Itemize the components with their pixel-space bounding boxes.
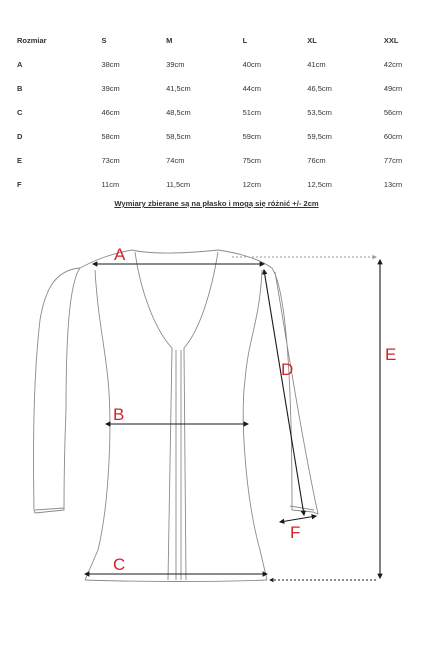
table-cell: 46cm [101,107,120,117]
table-cell: 48,5cm [166,107,191,117]
arrow-f [280,516,316,522]
table-cell: 51cm [242,107,261,117]
table-row [0,52,433,76]
cardigan-diagram [0,230,433,650]
row-label: E [17,155,23,165]
measurement-arrows [85,260,380,578]
guide-lines [232,257,376,580]
garment-outline [34,250,318,582]
table-cell: 59,5cm [307,131,332,141]
table-cell: 41,5cm [166,83,191,93]
header-m: M [166,35,173,45]
table-cell: 59cm [242,131,261,141]
label-d: D [281,360,294,379]
measurement-note: Wymiary zbierane są na płasko i mogą się różnić +/- 2cm [114,199,319,208]
label-b: B [113,405,125,424]
garment-body-outline [132,250,318,514]
size-table [0,28,433,196]
label-a: A [114,245,126,264]
table-cell: 39cm [101,83,120,93]
header-s: S [101,35,107,45]
row-label: C [17,107,23,117]
table-cell: 76cm [307,155,326,165]
table-cell: 75cm [242,155,261,165]
table-cell: 11cm [101,179,120,189]
row-label: A [17,59,23,69]
right-cuff-line [290,506,314,510]
table-cell: 58cm [101,131,120,141]
table-cell: 12,5cm [307,179,332,189]
table-cell: 60cm [383,131,403,141]
right-body-side [243,270,267,580]
row-label: F [17,179,22,189]
table-cell: 58,5cm [166,131,191,141]
table-row [0,100,433,124]
table-cell: 44cm [242,83,261,93]
table-header-row [0,28,433,52]
left-placket [135,252,172,580]
hem-line [85,580,267,582]
table-cell: 38cm [101,59,120,69]
header-xxl: XXL [383,35,399,45]
header-rozmiar: Rozmiar [17,35,47,45]
row-label: D [17,131,23,141]
table-cell: 39cm [166,59,185,69]
table-cell: 77cm [383,155,403,165]
left-cuff-line [35,508,64,510]
table-cell: 41cm [307,59,326,69]
table-cell: 11,5cm [166,179,191,189]
table-cell: 13cm [383,179,403,189]
table-cell: 12cm [242,179,261,189]
label-f: F [290,523,301,542]
table-cell: 56cm [383,107,403,117]
table-cell: 53,5cm [307,107,332,117]
table-row [0,76,433,100]
table-cell: 40cm [242,59,261,69]
right-placket [184,252,218,580]
table-cell: 42cm [383,59,403,69]
table-cell: 49cm [383,83,403,93]
label-c: C [113,555,126,574]
label-e: E [385,345,397,364]
table-row [0,148,433,172]
row-label: B [17,83,23,93]
table-cell: 46,5cm [307,83,332,93]
arrow-d [264,270,304,515]
table-cell: 74cm [166,155,185,165]
table-row [0,124,433,148]
left-body-side [85,270,110,580]
table-row [0,172,433,196]
header-l: L [242,35,248,45]
left-sleeve-outline [34,250,132,513]
table-cell: 73cm [101,155,120,165]
header-xl: XL [307,35,317,45]
